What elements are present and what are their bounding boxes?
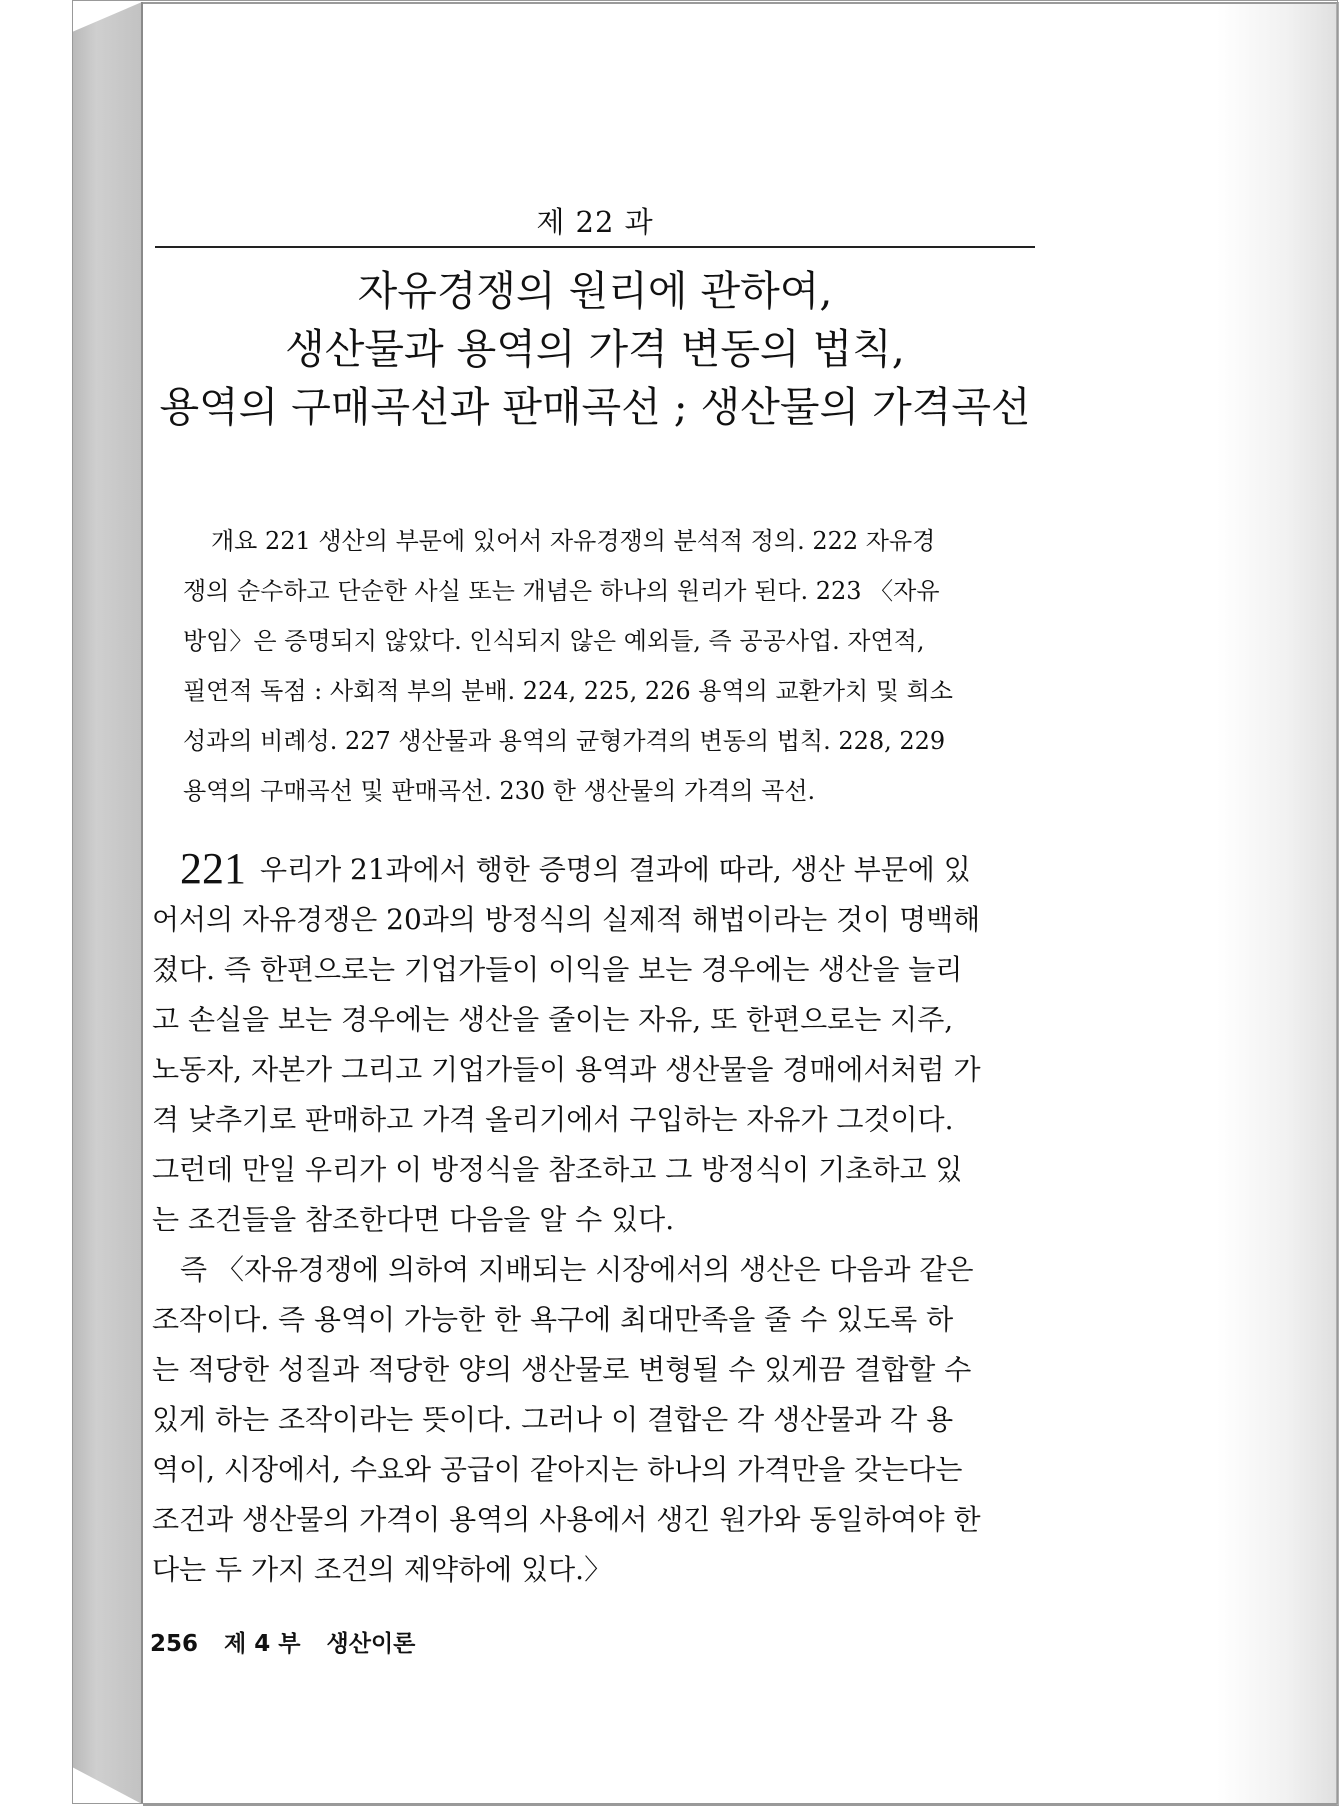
book-edge <box>72 2 142 1804</box>
body-line: 격 낮추기로 판매하고 가격 올리기에서 구입하는 자유가 그것이다. <box>152 1103 954 1136</box>
page-footer <box>150 1625 433 1658</box>
summary-line: 필연적 독점 : 사회적 부의 분배. 224, 225, 226 용역의 교환가치 및 희소 <box>183 677 953 705</box>
title-line: 자유경쟁의 원리에 관하여, <box>357 267 833 315</box>
body-line: 있게 하는 조작이라는 뜻이다. 그러나 이 결합은 각 생산물과 각 용 <box>152 1403 954 1436</box>
chapter-summary <box>183 516 1045 816</box>
summary-line: 성과의 비례성. 227 생산물과 용역의 균형가격의 변동의 법칙. 228, 229 <box>183 727 946 755</box>
body-line: 어서의 자유경쟁은 20과의 방정식의 실제적 해법이라는 것이 명백해 <box>152 903 981 936</box>
body-line: 역이, 시장에서, 수요와 공급이 같아지는 하나의 가격만을 갖는다는 <box>152 1453 963 1486</box>
summary-line: 방임〉은 증명되지 않았다. 인식되지 않은 예외들, 즉 공공사업. 자연적, <box>183 627 925 655</box>
paragraph-number: 221 <box>180 844 246 893</box>
body-line: 고 손실을 보는 경우에는 생산을 줄이는 자유, 또 한편으로는 지주, <box>152 1003 954 1036</box>
part-title: 생산이론 <box>326 1631 416 1657</box>
body-line: 그런데 만일 우리가 이 방정식을 참조하고 그 방정식이 기초하고 있 <box>152 1153 963 1186</box>
lesson-number: 제 22 과 <box>536 205 654 239</box>
title-rule <box>155 246 1035 248</box>
body-line: 즉 〈자유경쟁에 의하여 지배되는 시장에서의 생산은 다음과 같은 <box>180 1253 974 1286</box>
chapter-title <box>155 262 1035 436</box>
title-line: 생산물과 용역의 가격 변동의 법칙, <box>285 325 905 373</box>
page-number: 256 <box>150 1631 199 1657</box>
part-label: 제 4 부 <box>224 1631 301 1657</box>
body-line: 는 조건들을 참조한다면 다음을 알 수 있다. <box>152 1203 675 1236</box>
summary-line: 용역의 구매곡선 및 판매곡선. 230 한 생산물의 가격의 곡선. <box>183 777 816 805</box>
body-line: 는 적당한 성질과 적당한 양의 생산물로 변형될 수 있게끔 결합할 수 <box>152 1353 972 1386</box>
body-line-first <box>152 844 1047 895</box>
title-line: 용역의 구매곡선과 판매곡선 ; 생산물의 가격곡선 <box>159 383 1031 431</box>
body-line: 노동자, 자본가 그리고 기업가들이 용역과 생산물을 경매에서처럼 가 <box>152 1053 981 1086</box>
summary-line: 쟁의 순수하고 단순한 사실 또는 개념은 하나의 원리가 된다. 223 〈자유 <box>183 577 940 605</box>
body-line: 조작이다. 즉 용역이 가능한 한 욕구에 최대만족을 줄 수 있도록 하 <box>152 1303 954 1336</box>
body-line: 조건과 생산물의 가격이 용역의 사용에서 생긴 원가와 동일하여야 한 <box>152 1503 981 1536</box>
body-line: 다는 두 가지 조건의 제약하에 있다.〉 <box>152 1553 613 1586</box>
body-text <box>152 844 1047 1595</box>
body-line: 우리가 21과에서 행한 증명의 결과에 따라, 생산 부문에 있 <box>260 853 971 886</box>
body-line: 졌다. 즉 한편으로는 기업가들이 이익을 보는 경우에는 생산을 늘리 <box>152 953 963 986</box>
summary-line: 개요 221 생산의 부문에 있어서 자유경쟁의 분석적 정의. 222 자유경 <box>211 527 936 555</box>
